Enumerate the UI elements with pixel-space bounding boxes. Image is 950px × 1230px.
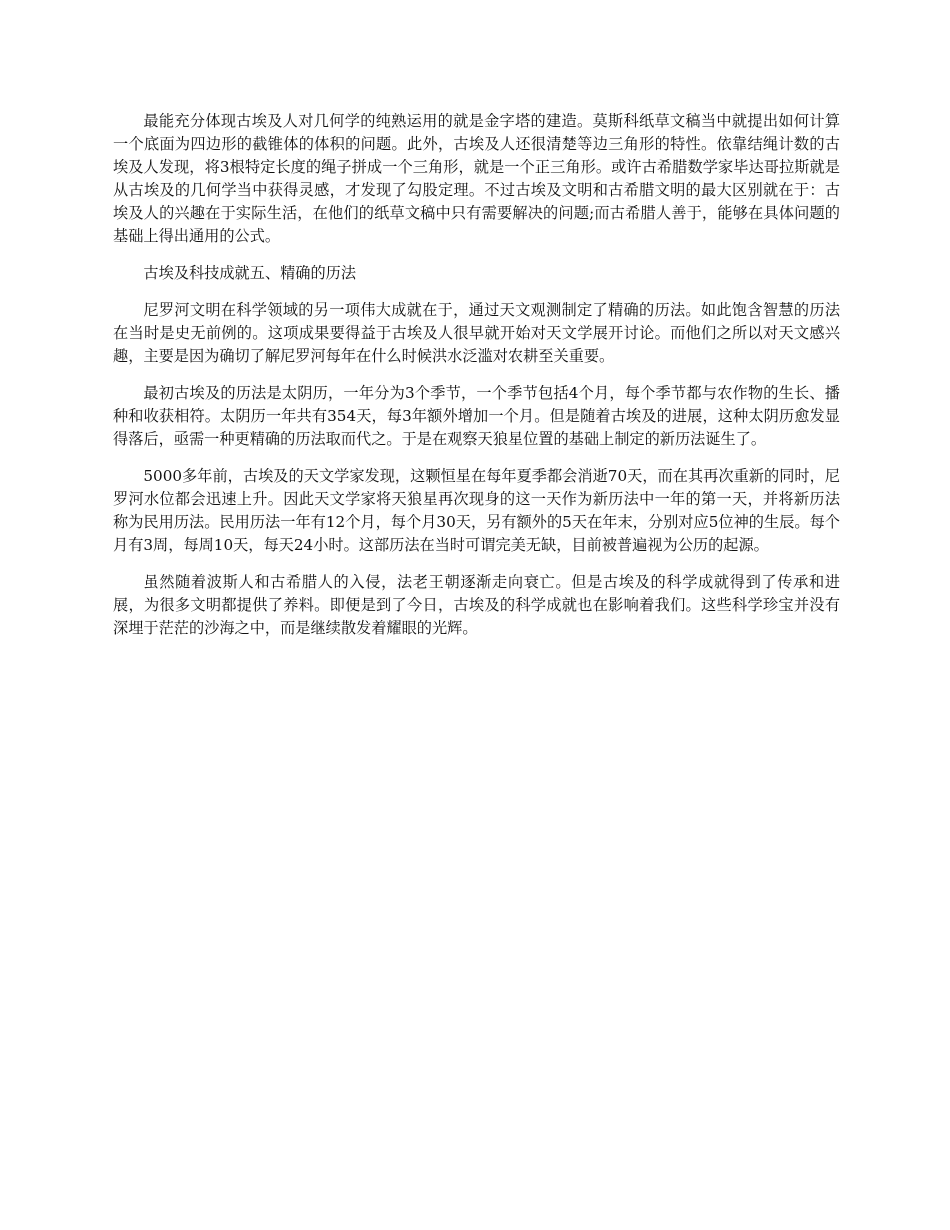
section-heading-calendar: 古埃及科技成就五、精确的历法	[143, 264, 357, 282]
paragraph-geometry: 最能充分体现古埃及人对几何学的纯熟运用的就是金字塔的建造。莫斯科纸草文稿当中就提出如何计算一个底面为四边形的截锥体的体积的问题。此外，古埃及人还很清楚等边三角形的特性。依靠结绳计数的古埃及人发现，将3根特定长度的绳子拼成一个三角形，就是一个正三角形。或许古希腊数学家毕达哥拉斯就是从古埃及的几何学当中获得灵感，才发现了勾股定理。不过古埃及文明和古希腊文明的最大区别就在于：古埃及人的兴趣在于实际生活，在他们的纸草文稿中只有需要解决的问题;而古希腊人善于，能够在具体问题的基础上得出通用的公式。	[113, 112, 840, 245]
document-body	[113, 110, 840, 654]
paragraph-civil-calendar: 5000多年前，古埃及的天文学家发现，这颗恒星在每年夏季都会消逝70天，而在其再次重新的同时，尼罗河水位都会迅速上升。因此天文学家将天狼星再次现身的这一天作为新历法中一年的第一天，并将新历法称为民用历法。民用历法一年有12个月，每个月30天，另有额外的5天在年末，分别对应5位神的生辰。每个月有3周，每周10天，每天24小时。这部历法在当时可谓完美无缺，目前被普遍视为公历的起源。	[113, 467, 840, 554]
paragraph-legacy: 虽然随着波斯人和古希腊人的入侵，法老王朝逐渐走向衰亡。但是古埃及的科学成就得到了传承和进展，为很多文明都提供了养料。即便是到了今日，古埃及的科学成就也在影响着我们。这些科学珍宝并没有深埋于茫茫的沙海之中，而是继续散发着耀眼的光辉。	[113, 573, 840, 637]
paragraph-lunar-calendar: 最初古埃及的历法是太阴历，一年分为3个季节，一个季节包括4个月，每个季节都与农作物的生长、播种和收获相符。太阴历一年共有354天，每3年额外增加一个月。但是随着古埃及的进展，这种太阴历愈发显得落后，亟需一种更精确的历法取而代之。于是在观察天狼星位置的基础上制定的新历法诞生了。	[113, 384, 840, 448]
paragraph-nile-astronomy: 尼罗河文明在科学领域的另一项伟大成就在于，通过天文观测制定了精确的历法。如此饱含智慧的历法在当时是史无前例的。这项成果要得益于古埃及人很早就开始对天文学展开讨论。而他们之所以对天文感兴趣，主要是因为确切了解尼罗河每年在什么时候洪水泛滥对农耕至关重要。	[113, 301, 840, 365]
